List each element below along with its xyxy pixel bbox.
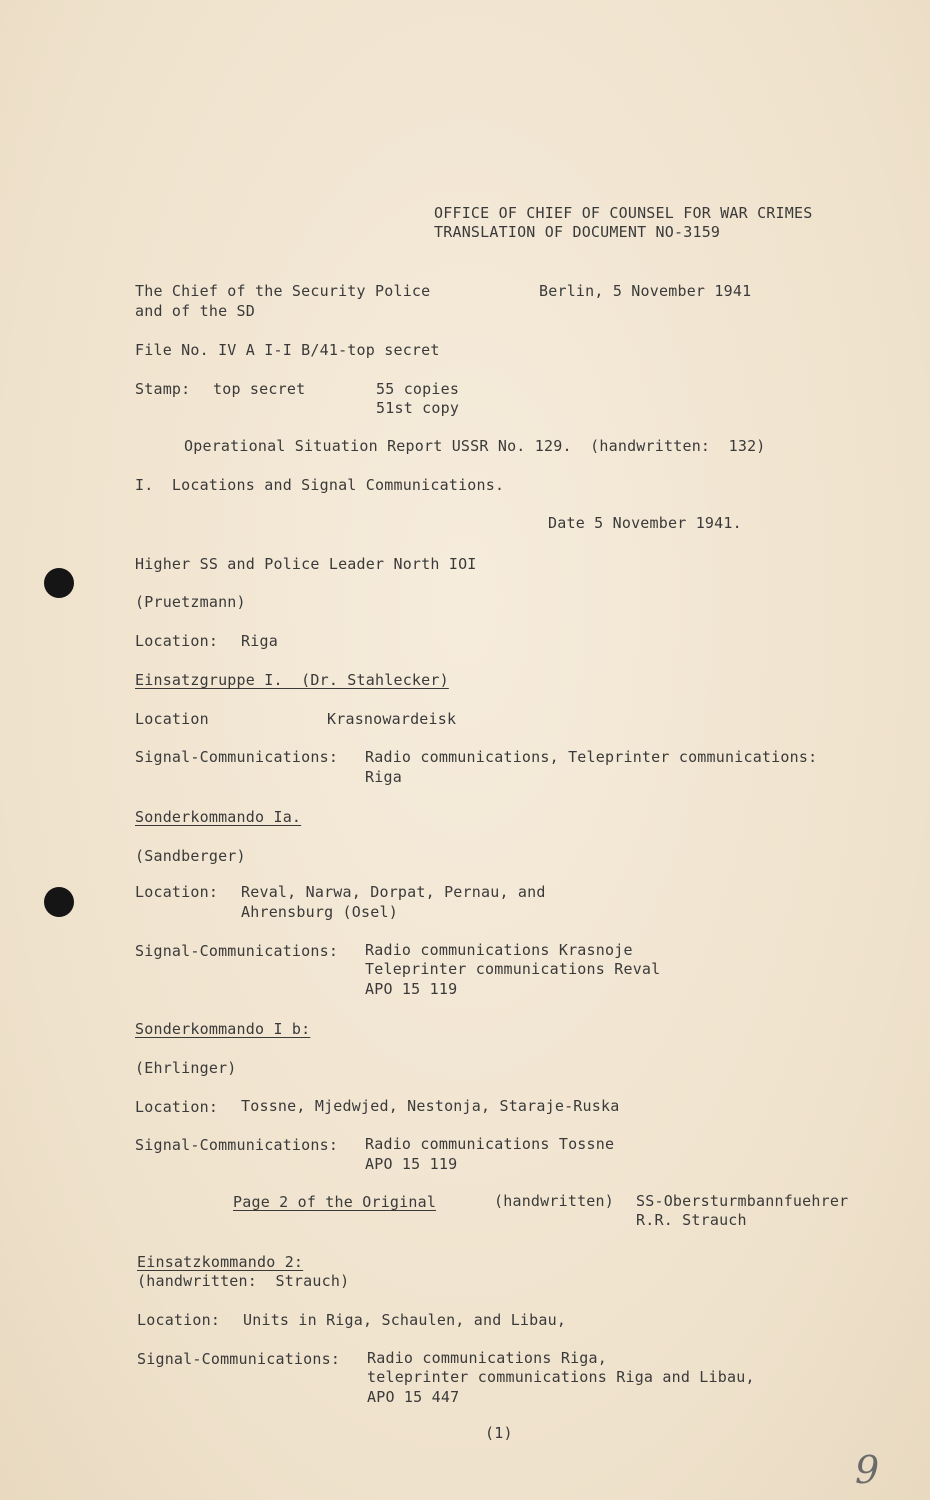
punch-hole-bottom <box>44 887 74 917</box>
sk1a-name: (Sandberger) <box>135 847 246 865</box>
ek2-signal-2: teleprinter communications Riga and Libau, <box>367 1368 755 1386</box>
einsatzgruppe-heading: Einsatzgruppe I. (Dr. Stahlecker) <box>135 671 449 689</box>
ek2-heading: Einsatzkommando 2: <box>137 1253 304 1271</box>
page-2-handwritten: (handwritten) <box>494 1192 614 1210</box>
sk1a-location-label: Location: <box>135 883 219 901</box>
sk1a-signal-3: APO 15 119 <box>365 980 458 998</box>
sk1a-location-1: Reval, Narwa, Dorpat, Pernau, and <box>241 883 546 901</box>
stamp-label: Stamp: <box>135 380 191 398</box>
sk1b-location-label: Location: <box>135 1098 219 1116</box>
leader-location-label: Location: <box>135 632 219 650</box>
stamp-value: top secret <box>213 380 306 398</box>
copy-number: 51st copy <box>376 399 460 417</box>
sk1a-signal-2: Teleprinter communications Reval <box>365 960 661 978</box>
handwritten-page-mark: 9 <box>855 1448 880 1492</box>
eg1-signal-1: Radio communications, Teleprinter communications: <box>365 748 818 766</box>
sk1b-signal-1: Radio communications Tossne <box>365 1135 615 1153</box>
ek2-signal-label: Signal-Communications: <box>137 1350 341 1368</box>
leader-location: Riga <box>241 632 278 650</box>
file-number: File No. IV A I-I B/41-top secret <box>135 341 440 359</box>
sk1a-signal-label: Signal-Communications: <box>135 942 339 960</box>
ek2-handwritten: (handwritten: Strauch) <box>137 1272 350 1290</box>
sk1b-signal-label: Signal-Communications: <box>135 1136 339 1154</box>
sk1a-heading: Sonderkommando Ia. <box>135 808 302 826</box>
sk1a-signal-1: Radio communications Krasnoje <box>365 941 633 959</box>
copies-count: 55 copies <box>376 380 460 398</box>
place-date: Berlin, 5 November 1941 <box>539 282 752 300</box>
sk1b-heading: Sonderkommando I b: <box>135 1020 311 1038</box>
report-date: Date 5 November 1941. <box>548 514 742 532</box>
ek2-signal-3: APO 15 447 <box>367 1388 460 1406</box>
section-heading: I. Locations and Signal Communications. <box>135 476 505 494</box>
report-title: Operational Situation Report USSR No. 129. (handwritten: 132) <box>184 437 766 455</box>
page-2-label: Page 2 of the Original <box>233 1193 437 1211</box>
sender-line-1: The Chief of the Security Police <box>135 282 431 300</box>
ek2-signal-1: Radio communications Riga, <box>367 1349 607 1367</box>
sk1a-location-2: Ahrensburg (Osel) <box>241 903 398 921</box>
eg1-location: Krasnowardeisk <box>327 710 457 728</box>
page-2-initials: R.R. Strauch <box>636 1211 747 1229</box>
header-translation: TRANSLATION OF DOCUMENT NO-3159 <box>434 223 721 241</box>
sk1b-location: Tossne, Mjedwjed, Nestonja, Staraje-Ruska <box>241 1097 620 1115</box>
header-office: OFFICE OF CHIEF OF COUNSEL FOR WAR CRIMES <box>434 204 813 222</box>
ek2-location-label: Location: <box>137 1311 221 1329</box>
ek2-location: Units in Riga, Schaulen, and Libau, <box>243 1311 567 1329</box>
sender-line-2: and of the SD <box>135 302 255 320</box>
page-number: (1) <box>485 1424 513 1442</box>
eg1-signal-label: Signal-Communications: <box>135 748 339 766</box>
sk1b-signal-2: APO 15 119 <box>365 1155 458 1173</box>
eg1-location-label: Location <box>135 710 209 728</box>
leader-title: Higher SS and Police Leader North IOI <box>135 555 477 573</box>
page-2-rank: SS-Obersturmbannfuehrer <box>636 1192 849 1210</box>
sk1b-name: (Ehrlinger) <box>135 1059 237 1077</box>
punch-hole-top <box>44 568 74 598</box>
eg1-signal-2: Riga <box>365 768 402 786</box>
leader-name: (Pruetzmann) <box>135 593 246 611</box>
